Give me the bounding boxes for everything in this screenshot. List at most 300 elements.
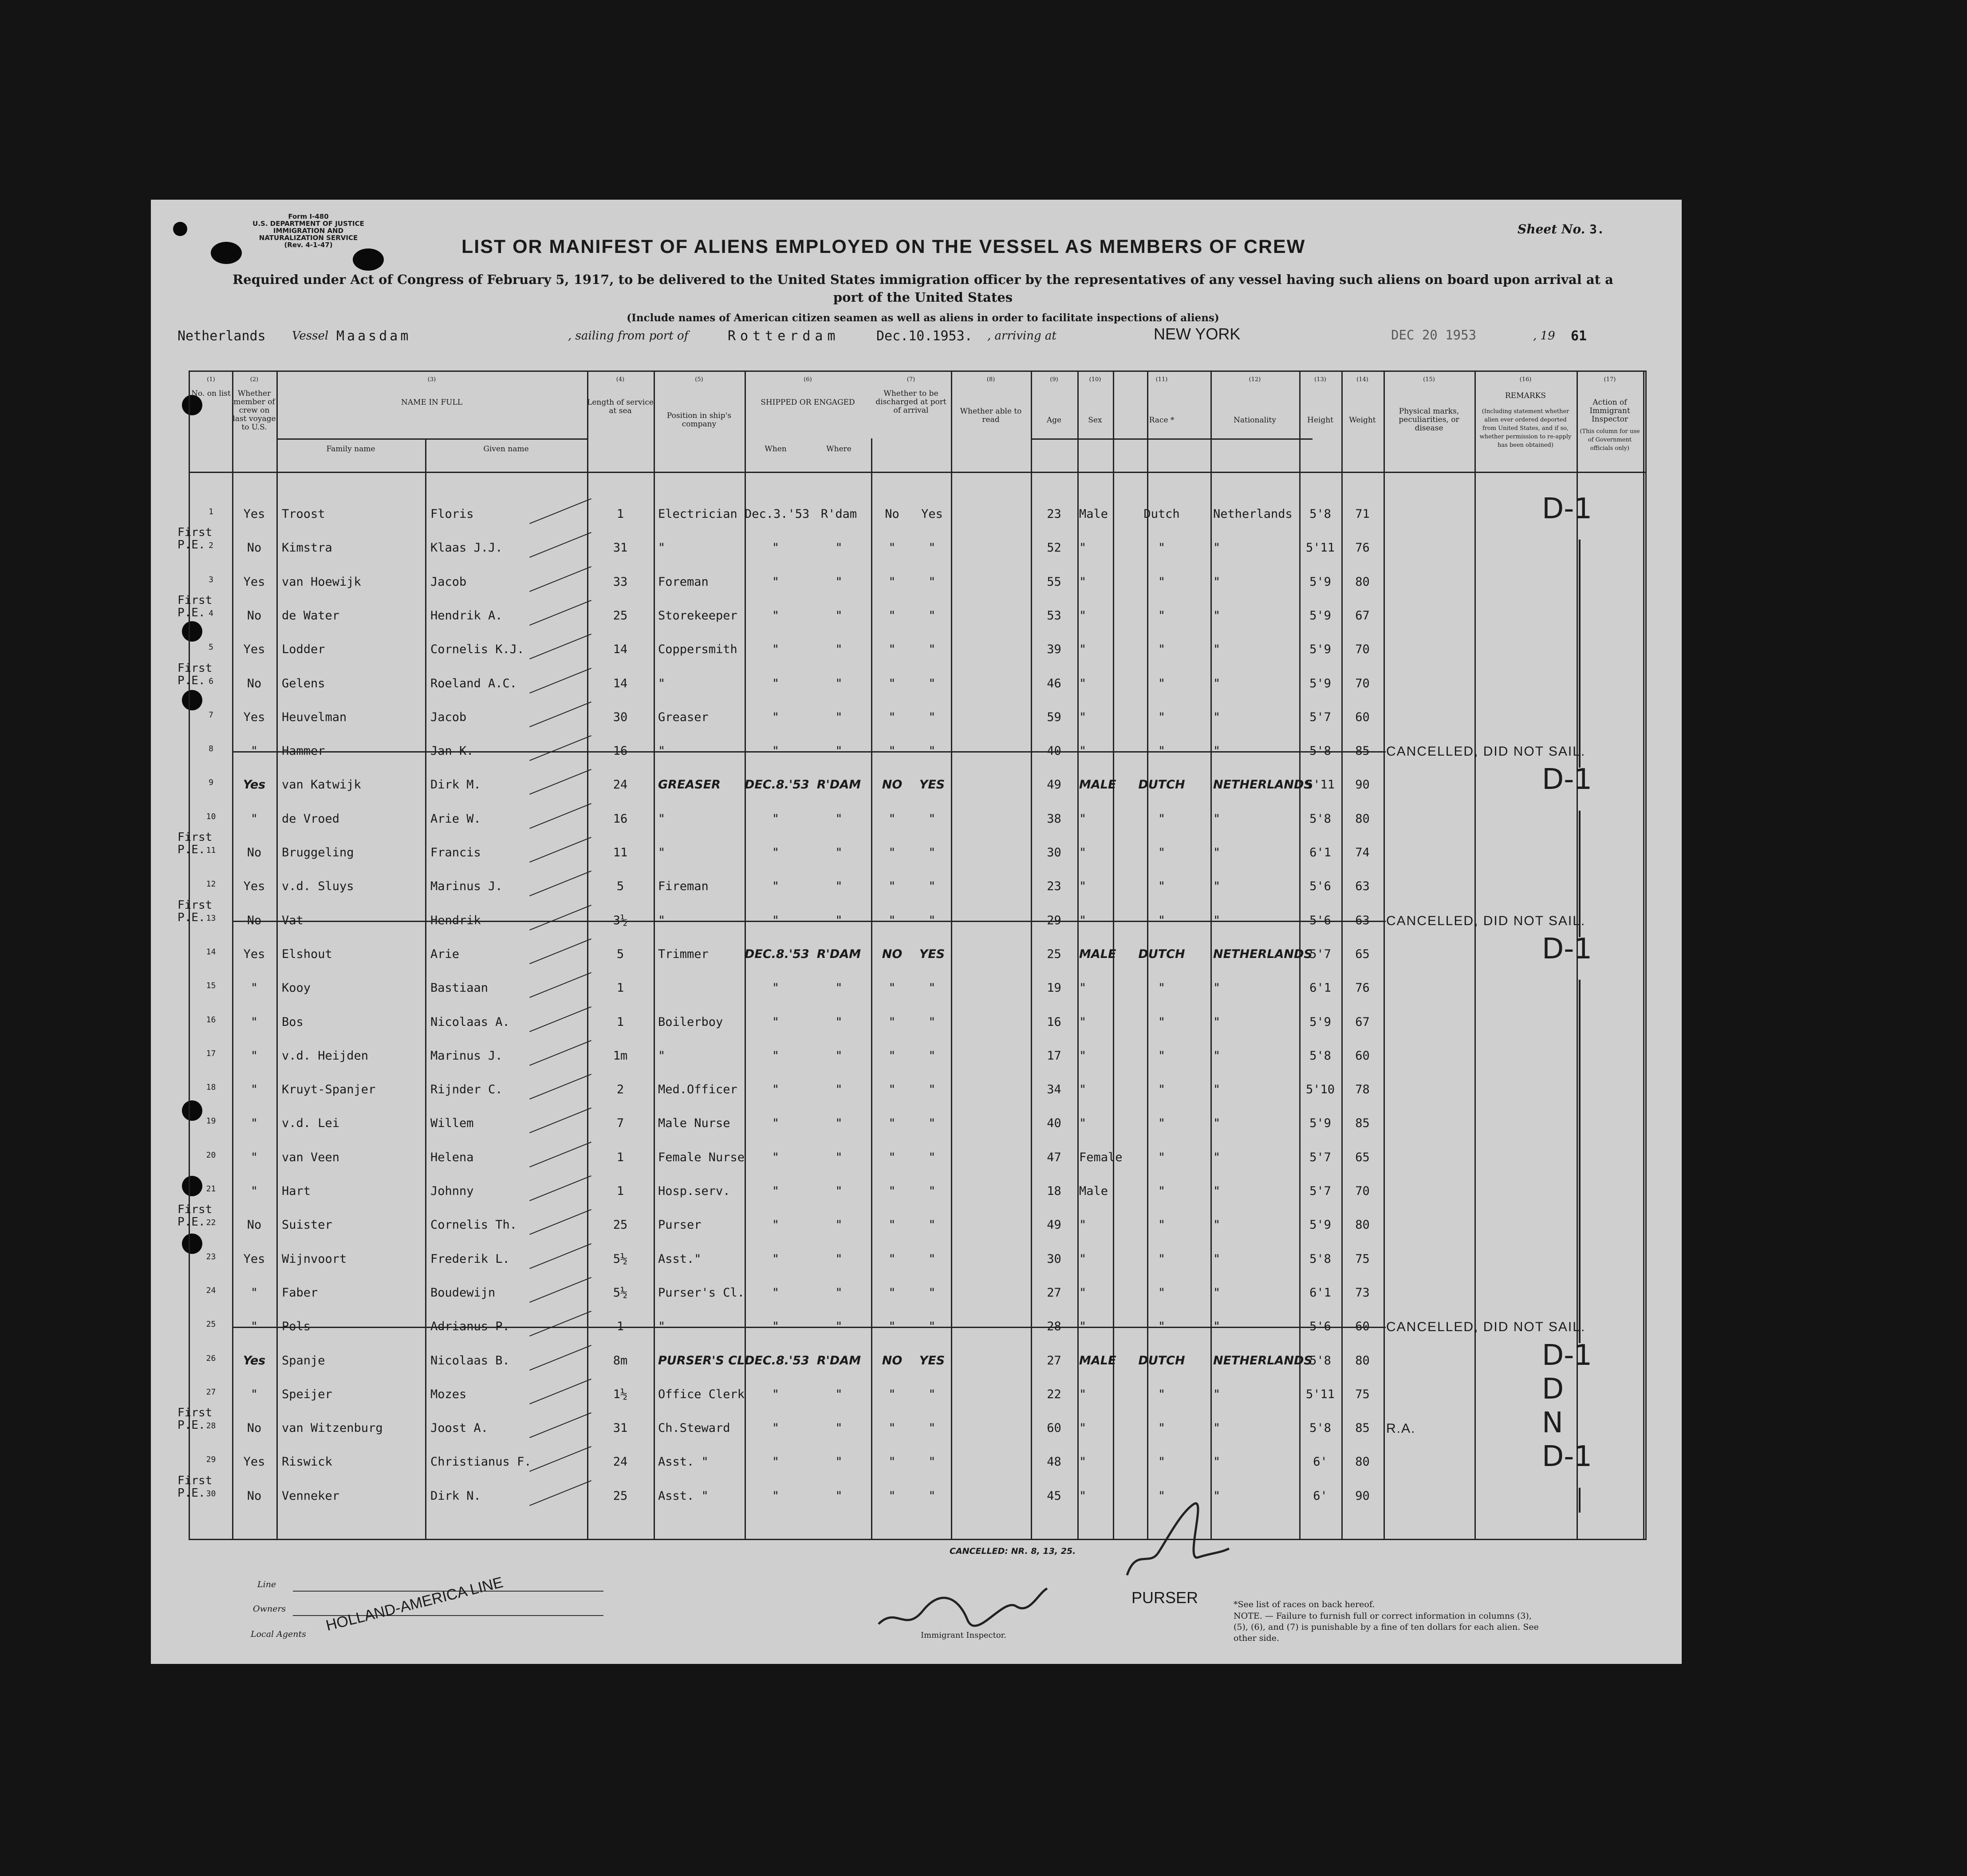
- cell-where: R'DAM: [816, 778, 861, 792]
- cell-where: ": [835, 981, 843, 995]
- cell-no: 17: [206, 1048, 216, 1058]
- cell-weight: 90: [1355, 1489, 1370, 1503]
- cell-prev: Yes: [243, 1353, 266, 1368]
- cell-race: ": [1158, 1421, 1166, 1435]
- cell-nat: ": [1213, 1489, 1221, 1503]
- cell-weight: 60: [1355, 710, 1370, 724]
- cell-weight: 85: [1355, 744, 1370, 758]
- cell-disch: ": [888, 1489, 896, 1503]
- cell-where: ": [835, 1421, 843, 1435]
- cell-sex: ": [1079, 846, 1087, 859]
- cell-nat: ": [1213, 981, 1221, 995]
- cell-age: 49: [1047, 778, 1061, 792]
- cell-when: ": [772, 1252, 780, 1266]
- cell-race: Dutch: [1143, 507, 1180, 521]
- cell-family: v.d. Sluys: [282, 879, 354, 894]
- cell-service: 5: [616, 879, 624, 894]
- cell-service: 25: [613, 1218, 628, 1232]
- cell-weight: 75: [1355, 1387, 1370, 1401]
- cell-given: Frederik L.: [430, 1252, 510, 1266]
- cell-where: ": [835, 1015, 843, 1029]
- form-number: Form I-480: [288, 213, 329, 221]
- cell-sex: MALE: [1079, 778, 1116, 792]
- cell-family: v.d. Heijden: [282, 1048, 369, 1063]
- cell-race: DUTCH: [1138, 778, 1185, 792]
- column-rule: [276, 372, 278, 1539]
- cell-disch: NO: [882, 947, 903, 961]
- cell-when: ": [772, 1421, 780, 1435]
- cell-position: ": [658, 744, 666, 758]
- penalty-note: NOTE. — Failure to furnish full or correct information in columns (3), (5), (6), and (7) is punishable by a fine of ten dollars for each alien. See other side.: [1234, 1611, 1539, 1643]
- cell-family: Troost: [282, 507, 325, 521]
- cell-nat: ": [1213, 608, 1221, 623]
- cell-age: 55: [1047, 575, 1061, 589]
- cell-where: ": [835, 913, 843, 927]
- cell-nat: ": [1213, 846, 1221, 859]
- agents-stamp: HOLLAND-AMERICA LINE: [324, 1573, 505, 1635]
- header-when: When: [765, 445, 787, 453]
- cell-when: ": [772, 1116, 780, 1131]
- column-rule: [1643, 372, 1644, 1539]
- cell-no: 29: [206, 1455, 216, 1465]
- cell-no: 11: [206, 846, 216, 855]
- cell-no: 27: [206, 1387, 216, 1397]
- cell-sex: Male: [1079, 1184, 1108, 1198]
- cell-where: R'DAM: [816, 1353, 861, 1368]
- cell-position: ": [658, 541, 666, 555]
- cell-height: 5'11: [1305, 1387, 1335, 1401]
- cell-weight: 60: [1355, 1320, 1370, 1334]
- cell-weight: 74: [1355, 846, 1370, 859]
- cell-read: ": [928, 1048, 936, 1063]
- cell-nat: ": [1213, 1184, 1221, 1198]
- cell-family: Kooy: [282, 981, 311, 995]
- cell-position: Boilerboy: [658, 1015, 723, 1029]
- cell-sex: ": [1079, 1015, 1087, 1029]
- cell-race: ": [1158, 1015, 1166, 1029]
- cell-race: DUTCH: [1138, 947, 1185, 961]
- cell-read: ": [928, 676, 936, 690]
- cell-prev: Yes: [243, 507, 265, 521]
- cell-age: 52: [1047, 541, 1061, 555]
- cell-sex: ": [1079, 1489, 1087, 1503]
- cell-nat: ": [1213, 1116, 1221, 1131]
- cell-weight: 60: [1355, 1048, 1370, 1063]
- cell-age: 46: [1047, 676, 1061, 690]
- cell-sex: ": [1079, 744, 1087, 758]
- cell-weight: 63: [1355, 913, 1370, 927]
- cancelled-strike-line: [232, 1327, 1386, 1328]
- cell-where: ": [835, 1184, 843, 1198]
- cell-family: Kimstra: [282, 541, 332, 555]
- cell-service: 2: [616, 1083, 624, 1097]
- cell-height: 5'8: [1309, 1353, 1331, 1368]
- cell-given: Marinus J.: [430, 1048, 503, 1063]
- cell-race: ": [1158, 1218, 1166, 1232]
- column-number: (17): [1604, 376, 1616, 383]
- cell-weight: 78: [1355, 1083, 1370, 1097]
- cell-prev: Yes: [243, 1455, 265, 1469]
- cell-race: ": [1158, 1455, 1166, 1469]
- cell-sex: MALE: [1079, 1353, 1116, 1368]
- column-number: (13): [1314, 376, 1326, 383]
- cell-disch: ": [888, 879, 896, 894]
- arrival-port: NEW YORK: [1154, 325, 1241, 343]
- cell-nat: Netherlands: [1213, 507, 1293, 521]
- cell-sex: ": [1079, 608, 1087, 623]
- cell-when: ": [772, 913, 780, 927]
- header-divider: [1031, 438, 1313, 440]
- cell-prev: ": [250, 1048, 258, 1063]
- vessel-label: Vessel: [292, 329, 329, 343]
- cell-race: ": [1158, 1184, 1166, 1198]
- purser-label: PURSER: [1131, 1588, 1198, 1607]
- column-number: (8): [986, 376, 995, 383]
- form-title: LIST OR MANIFEST OF ALIENS EMPLOYED ON THE VESSEL AS MEMBERS OF CREW: [461, 236, 1306, 257]
- cell-race: ": [1158, 541, 1166, 555]
- cell-weight: 63: [1355, 879, 1370, 894]
- cell-nat: ": [1213, 744, 1221, 758]
- cell-height: 5'7: [1309, 947, 1331, 961]
- cell-prev: ": [250, 1387, 258, 1401]
- cell-service: 1: [616, 981, 624, 995]
- cell-position: ": [658, 676, 666, 690]
- cell-service: 5½: [613, 1285, 628, 1300]
- cell-no: 13: [206, 913, 216, 923]
- service-name: IMMIGRATION AND NATURALIZATION SERVICE: [259, 227, 358, 242]
- arrival-date-stamp: DEC 20 1953: [1391, 327, 1477, 343]
- cell-weight: 76: [1355, 981, 1370, 995]
- header-no-on-list: No. on list: [191, 389, 231, 398]
- cell-when: ": [772, 575, 780, 589]
- cell-given: Floris: [430, 507, 474, 521]
- cell-nat: ": [1213, 710, 1221, 724]
- cell-position: PURSER'S CL.: [658, 1353, 749, 1368]
- cell-nat: ": [1213, 1015, 1221, 1029]
- cell-height: 5'8: [1309, 1252, 1331, 1266]
- cell-height: 5'7: [1309, 1150, 1331, 1164]
- header-bottom-line: [190, 472, 1645, 473]
- cell-read: ": [928, 744, 936, 758]
- cell-given: Jan K.: [430, 744, 474, 758]
- cell-family: Riswick: [282, 1455, 332, 1469]
- cell-given: Hendrik: [430, 913, 481, 927]
- cell-given: Johnny: [430, 1184, 474, 1198]
- cell-position: GREASER: [658, 778, 721, 792]
- cell-where: ": [835, 744, 843, 758]
- cell-weight: 73: [1355, 1285, 1370, 1300]
- cell-service: 1: [616, 1320, 624, 1334]
- cell-nat: ": [1213, 1285, 1221, 1300]
- cell-nat: ": [1213, 575, 1221, 589]
- cell-prev: ": [250, 1083, 258, 1097]
- column-number: (15): [1423, 376, 1435, 383]
- cell-disch: ": [888, 981, 896, 995]
- cell-no: 25: [206, 1320, 216, 1329]
- cell-nat: ": [1213, 1150, 1221, 1164]
- cell-position: Purser: [658, 1218, 702, 1232]
- cell-nat: ": [1213, 676, 1221, 690]
- cell-weight: 90: [1355, 778, 1370, 792]
- margin-note: First P.E.: [177, 1474, 213, 1500]
- cell-prev: ": [250, 1184, 258, 1198]
- margin-note: First P.E.: [177, 1406, 213, 1432]
- cell-where: R'dam: [820, 507, 857, 521]
- cell-given: Dirk N.: [430, 1489, 481, 1503]
- cell-nat: ": [1213, 642, 1221, 657]
- cell-age: 40: [1047, 1116, 1061, 1131]
- continuation-stroke: [1579, 980, 1581, 1343]
- agents-label: Local Agents: [251, 1629, 306, 1639]
- cell-when: ": [772, 1285, 780, 1300]
- cell-race: ": [1158, 710, 1166, 724]
- column-number: (4): [616, 376, 625, 383]
- cell-sex: ": [1079, 1285, 1087, 1300]
- cell-family: Spanje: [282, 1353, 325, 1368]
- cell-weight: 67: [1355, 1015, 1370, 1029]
- cell-where: ": [835, 1116, 843, 1131]
- cell-height: 5'9: [1309, 1218, 1331, 1232]
- cell-race: ": [1158, 812, 1166, 826]
- cell-when: DEC.8.'53: [745, 778, 809, 792]
- races-note: *See list of races on back hereof.: [1234, 1600, 1375, 1609]
- vessel-name: Maasdam: [336, 328, 411, 344]
- cell-prev: Yes: [243, 575, 265, 589]
- cell-sex: ": [1079, 710, 1087, 724]
- cell-when: ": [772, 1218, 780, 1232]
- column-number: (14): [1356, 376, 1368, 383]
- cell-family: Gelens: [282, 676, 325, 690]
- sheet-number-block: [1518, 222, 1604, 236]
- cell-family: Lodder: [282, 642, 325, 657]
- cell-family: Vat: [282, 913, 304, 927]
- cell-age: 34: [1047, 1083, 1061, 1097]
- crew-table: [189, 370, 1647, 1540]
- cell-disch: ": [888, 1048, 896, 1063]
- cell-when: DEC.8.'53: [745, 947, 809, 961]
- cell-no: 15: [206, 981, 216, 991]
- cell-read: YES: [919, 778, 945, 792]
- cell-disch: ": [888, 846, 896, 859]
- cell-given: Dirk M.: [430, 778, 481, 792]
- cell-age: 39: [1047, 642, 1061, 657]
- cell-service: 14: [613, 676, 628, 690]
- cell-prev: No: [247, 608, 262, 623]
- cell-height: 5'9: [1309, 608, 1331, 623]
- cell-given: Arie W.: [430, 812, 481, 826]
- cell-position: Hosp.serv.: [658, 1184, 730, 1198]
- cell-weight: 75: [1355, 1252, 1370, 1266]
- cell-given: Jacob: [430, 575, 467, 589]
- header-discharged: Whether to be discharged at port of arrival: [875, 389, 946, 415]
- cell-read: ": [928, 1320, 936, 1334]
- continuation-stroke: [1579, 1488, 1581, 1513]
- cell-age: 19: [1047, 981, 1061, 995]
- header-given-name: Given name: [483, 445, 529, 453]
- cell-race: ": [1158, 879, 1166, 894]
- cell-read: ": [928, 575, 936, 589]
- cell-no: 6: [209, 676, 213, 686]
- cell-prev: No: [247, 913, 262, 927]
- cell-disch: ": [888, 575, 896, 589]
- cell-sex: ": [1079, 1218, 1087, 1232]
- cell-disch: ": [888, 1116, 896, 1131]
- cell-position: Foreman: [658, 575, 709, 589]
- cell-where: ": [835, 1150, 843, 1164]
- cell-position: Asst. ": [658, 1455, 709, 1469]
- cell-read: ": [928, 981, 936, 995]
- cell-height: 5'9: [1309, 575, 1331, 589]
- cell-disch: ": [888, 1285, 896, 1300]
- column-number: (3): [427, 376, 436, 383]
- header-previous-voyage: Whether member of crew on last voyage to U.S.: [233, 389, 276, 432]
- cell-given: Nicolaas A.: [430, 1015, 510, 1029]
- cell-height: 5'9: [1309, 676, 1331, 690]
- cell-prev: Yes: [243, 642, 265, 657]
- cell-age: 28: [1047, 1320, 1061, 1334]
- cell-family: van Veen: [282, 1150, 340, 1164]
- cell-sex: ": [1079, 1387, 1087, 1401]
- cell-nat: ": [1213, 913, 1221, 927]
- cell-position: Office Clerk: [658, 1387, 745, 1401]
- cell-when: ": [772, 846, 780, 859]
- cell-prev: ": [250, 981, 258, 995]
- cell-age: 53: [1047, 608, 1061, 623]
- cell-remark: CANCELLED, DID NOT SAIL.: [1386, 744, 1586, 759]
- cell-age: 45: [1047, 1489, 1061, 1503]
- cell-race: ": [1158, 1150, 1166, 1164]
- cell-race: ": [1158, 1387, 1166, 1401]
- cell-no: 12: [206, 879, 216, 889]
- cell-given: Francis: [430, 846, 481, 859]
- cell-weight: 85: [1355, 1116, 1370, 1131]
- cancelled-note: CANCELLED: NR. 8, 13, 25.: [950, 1546, 1076, 1556]
- cell-service: 1: [616, 507, 624, 521]
- inspector-action: D: [1542, 1372, 1564, 1406]
- cell-race: ": [1158, 1489, 1166, 1503]
- cell-family: van Witzenburg: [282, 1421, 383, 1435]
- cell-weight: 80: [1355, 1455, 1370, 1469]
- header-physical-marks: Physical marks, peculiarities, or disease: [1399, 407, 1459, 433]
- cell-family: Speijer: [282, 1387, 332, 1401]
- cell-sex: Male: [1079, 507, 1108, 521]
- header-height: Height: [1307, 416, 1333, 425]
- cell-sex: ": [1079, 1116, 1087, 1131]
- inspector-signature: [870, 1580, 1056, 1637]
- cell-where: ": [835, 642, 843, 657]
- cell-age: 27: [1047, 1285, 1061, 1300]
- cell-position: ": [658, 846, 666, 859]
- cell-no: 4: [209, 608, 213, 618]
- cell-given: Mozes: [430, 1387, 467, 1401]
- cell-no: 23: [206, 1252, 216, 1261]
- cell-when: ": [772, 981, 780, 995]
- cell-when: ": [772, 1184, 780, 1198]
- punch-hole: [173, 222, 187, 236]
- header-divider: [276, 438, 587, 440]
- cell-race: ": [1158, 1285, 1166, 1300]
- column-rule: [1077, 372, 1079, 1539]
- cell-height: 5'9: [1309, 642, 1331, 657]
- cell-weight: 67: [1355, 608, 1370, 623]
- cell-weight: 70: [1355, 642, 1370, 657]
- cell-weight: 76: [1355, 541, 1370, 555]
- cell-prev: Yes: [243, 710, 265, 724]
- cell-nat: ": [1213, 1048, 1221, 1063]
- header-family-name: Family name: [326, 445, 375, 453]
- cell-disch: ": [888, 812, 896, 826]
- cell-remark: R.A.: [1386, 1421, 1416, 1436]
- cell-where: ": [835, 676, 843, 690]
- cell-nat: ": [1213, 1083, 1221, 1097]
- cell-height: 5'10: [1305, 1083, 1335, 1097]
- cell-family: Hammer: [282, 744, 325, 758]
- cell-height: 6'1: [1309, 846, 1331, 859]
- header-sex: Sex: [1088, 416, 1102, 425]
- cell-read: ": [928, 846, 936, 859]
- cell-age: 60: [1047, 1421, 1061, 1435]
- column-number: (10): [1089, 376, 1101, 383]
- cell-sex: Female: [1079, 1150, 1123, 1164]
- include-text: (Include names of American citizen seamen as well as aliens in order to facilitate inspections of aliens): [627, 312, 1219, 324]
- cell-disch: ": [888, 642, 896, 657]
- cell-where: ": [835, 541, 843, 555]
- margin-note: First P.E.: [177, 831, 213, 856]
- cell-service: 3½: [613, 913, 628, 927]
- cell-position: ": [658, 1048, 666, 1063]
- inspector-action: D-1: [1542, 493, 1593, 525]
- cell-sex: ": [1079, 1083, 1087, 1097]
- cell-remark: CANCELLED, DID NOT SAIL.: [1386, 1320, 1586, 1335]
- cell-when: ": [772, 1455, 780, 1469]
- cell-family: van Katwijk: [282, 778, 361, 792]
- cell-nat: ": [1213, 1320, 1221, 1334]
- cell-prev: ": [250, 1015, 258, 1029]
- cell-position: Asst. ": [658, 1489, 709, 1503]
- inspector-label: Immigrant Inspector.: [921, 1631, 1007, 1640]
- cell-no: 16: [206, 1015, 216, 1025]
- cell-no: 21: [206, 1184, 216, 1194]
- cell-position: Asst.": [658, 1252, 702, 1266]
- column-number: (16): [1519, 376, 1532, 383]
- cell-prev: ": [250, 1285, 258, 1300]
- cell-disch: ": [888, 676, 896, 690]
- continuation-stroke: [1579, 540, 1581, 768]
- cell-when: ": [772, 879, 780, 894]
- cell-no: 7: [209, 710, 213, 720]
- column-number: (6): [804, 376, 812, 383]
- cell-family: de Water: [282, 608, 340, 623]
- cell-position: ": [658, 913, 666, 927]
- cell-family: Wijnvoort: [282, 1252, 347, 1266]
- header-nationality: Nationality: [1234, 416, 1276, 425]
- line-label: Line: [257, 1580, 276, 1589]
- cell-height: 5'11: [1305, 541, 1335, 555]
- cancelled-strike-line: [232, 751, 1386, 753]
- cell-sex: ": [1079, 879, 1087, 894]
- cell-position: Storekeeper: [658, 608, 737, 623]
- cell-nat: ": [1213, 1421, 1221, 1435]
- cell-nat: ": [1213, 1455, 1221, 1469]
- cell-family: Heuvelman: [282, 710, 347, 724]
- cell-given: Cornelis K.J.: [430, 642, 524, 657]
- cell-race: ": [1158, 1048, 1166, 1063]
- cell-age: 40: [1047, 744, 1061, 758]
- cell-service: 30: [613, 710, 628, 724]
- cell-read: ": [928, 913, 936, 927]
- cell-prev: ": [250, 744, 258, 758]
- cell-nat: NETHERLANDS: [1213, 778, 1313, 792]
